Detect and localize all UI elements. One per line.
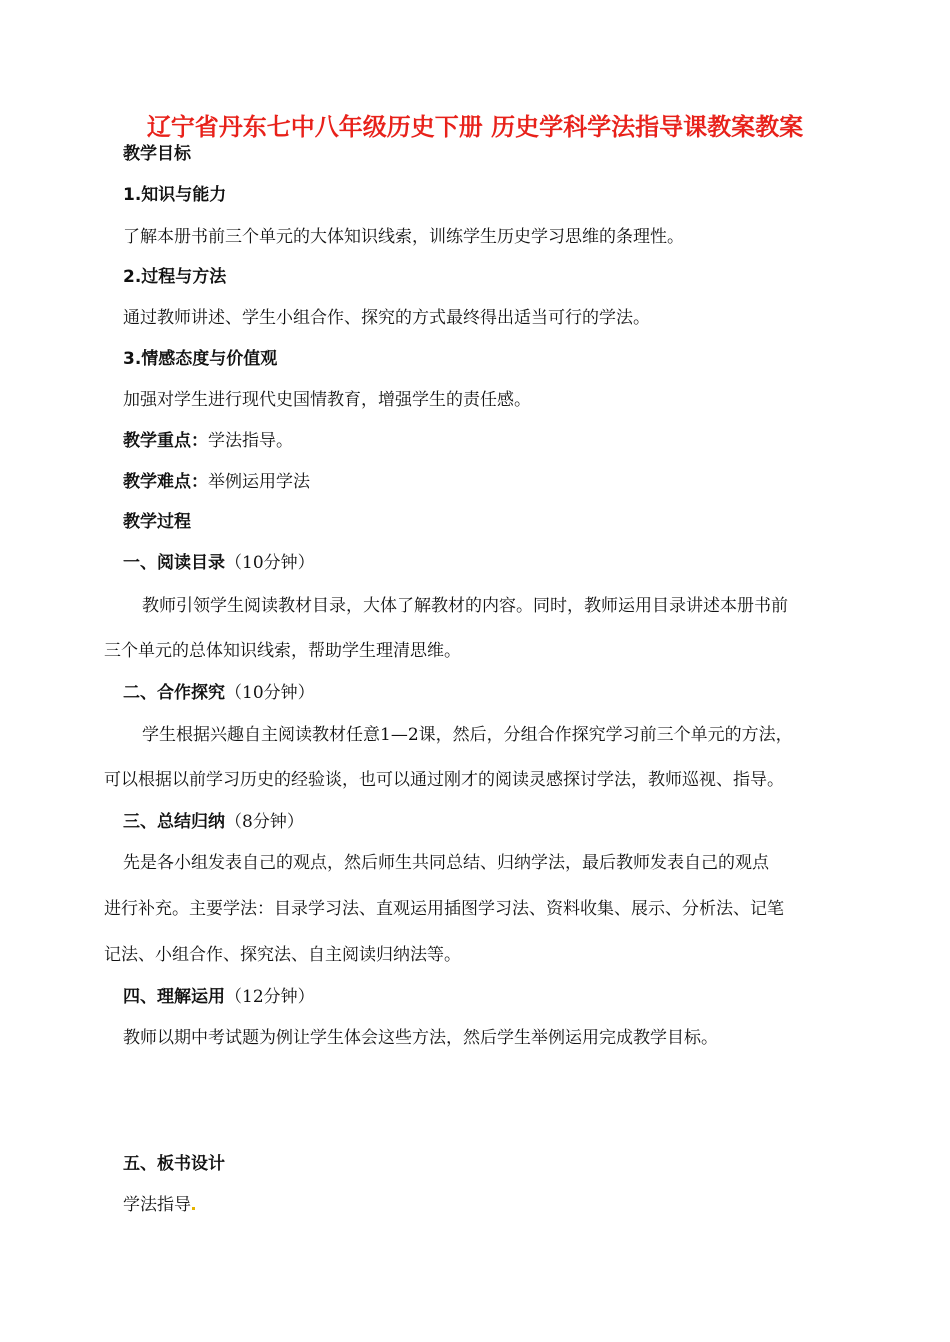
difficulty [123,470,310,494]
objectives-heading: 教学目标 [123,144,191,164]
step-1-heading: 一、阅读目录 [123,553,225,573]
step-2-heading: 二、合作探究 [123,683,225,703]
key-point-text: 学法指导。 [208,431,293,451]
step-5-heading: 五、板书设计 [123,1154,225,1174]
step-4-heading: 四、理解运用 [123,987,225,1007]
step-4-heading-line [123,985,315,1009]
step-3-line-1: 先是各小组发表自己的观点，然后师生共同总结、归纳学法，最后教师发表自己的观点 [123,853,769,873]
step-5-line-1 [123,1193,195,1217]
difficulty-text: 举例运用学法 [208,472,310,492]
step-2-heading-line [123,681,315,705]
emotion-heading: 3.情感态度与价值观 [123,349,278,369]
process-method-heading: 2.过程与方法 [123,267,227,287]
step-2-time: （10分钟） [225,683,315,703]
step-3-time: （8分钟） [225,812,304,832]
process-heading: 教学过程 [123,512,191,532]
difficulty-label: 教学难点： [123,472,208,492]
key-point-label: 教学重点： [123,431,208,451]
step-2-line-2: 可以根据以前学习历史的经验谈，也可以通过刚才的阅读灵感探讨学法，教师巡视、指导。 [104,770,784,790]
step-1-time: （10分钟） [225,553,315,573]
step-4-time: （12分钟） [225,987,315,1007]
step-4-line-1: 教师以期中考试题为例让学生体会这些方法，然后学生举例运用完成教学目标。 [123,1028,718,1048]
step-1-line-2: 三个单元的总体知识线索，帮助学生理清思维。 [104,641,461,661]
step-5-text: 学法指导 [123,1195,191,1215]
key-point [123,429,293,453]
step-3-line-3: 记法、小组合作、探究法、自主阅读归纳法等。 [104,945,461,965]
process-method-text: 通过教师讲述、学生小组合作、探究的方式最终得出适当可行的学法。 [123,308,650,328]
document-title: 辽宁省丹东七中八年级历史下册 历史学科学法指导课教案教案 [146,113,804,141]
step-1-heading-line [123,551,315,575]
emotion-text: 加强对学生进行现代史国情教育，增强学生的责任感。 [123,390,531,410]
step-2-line-1: 学生根据兴趣自主阅读教材任意1—2课，然后，分组合作探究学习前三个单元的方法， [142,725,793,745]
step-1-line-1: 教师引领学生阅读教材目录，大体了解教材的内容。同时，教师运用目录讲述本册书前 [142,596,788,616]
knowledge-heading: 1.知识与能力 [123,185,227,205]
marker-dot-icon [192,1207,195,1210]
knowledge-text: 了解本册书前三个单元的大体知识线索，训练学生历史学习思维的条理性。 [123,227,684,247]
step-3-line-2: 进行补充。主要学法：目录学习法、直观运用插图学习法、资料收集、展示、分析法、记笔 [104,899,784,919]
step-3-heading: 三、总结归纳 [123,812,225,832]
step-3-heading-line [123,810,304,834]
step-5-heading-line [123,1152,225,1176]
